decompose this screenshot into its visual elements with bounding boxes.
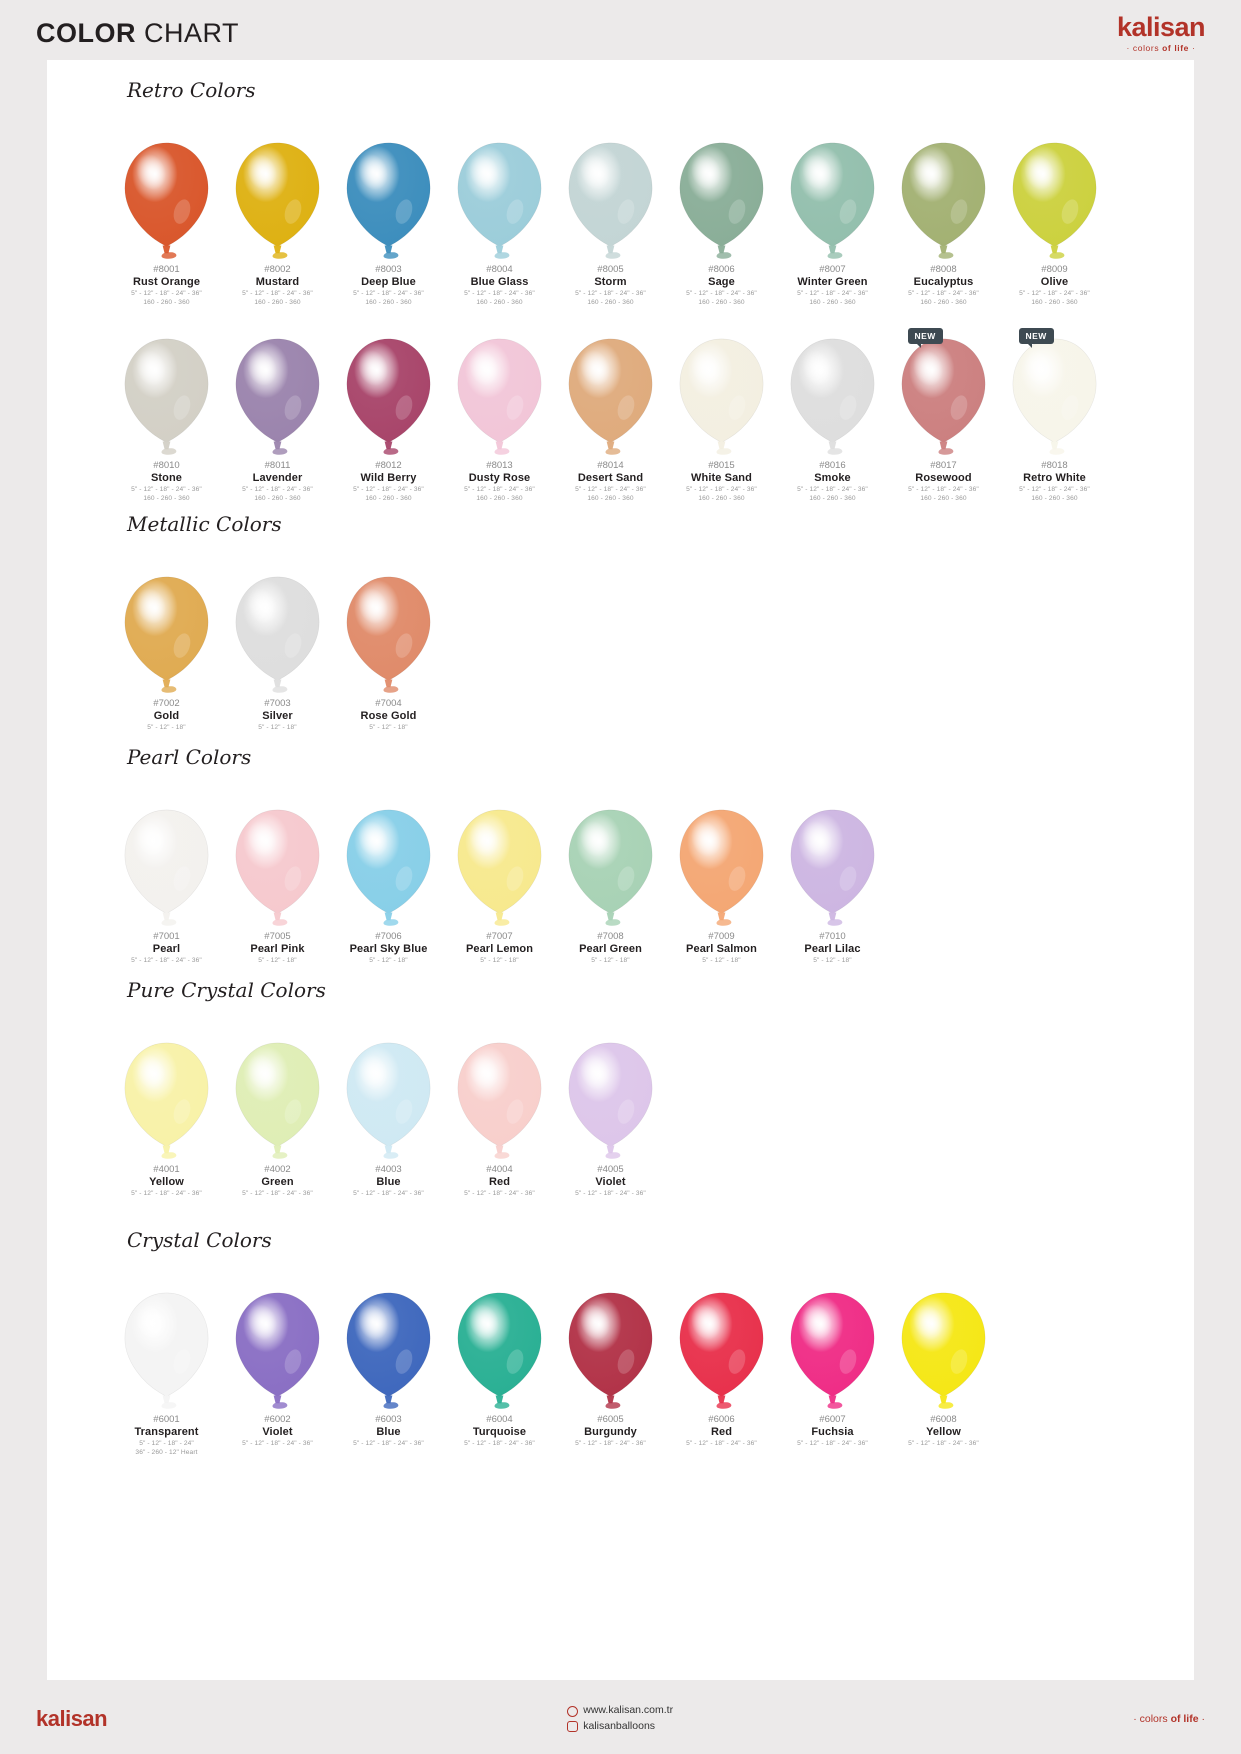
balloon-sizes: 5" - 12" - 18" - 24" - 36" 160 - 260 - 360 <box>575 485 646 502</box>
balloon-code: #7008 <box>597 931 624 942</box>
balloon-code: #7007 <box>486 931 513 942</box>
balloon-code: #7006 <box>375 931 402 942</box>
balloon-graphic <box>340 1040 437 1161</box>
balloon-sizes: 5" - 12" - 18" - 24" - 36" <box>686 1440 757 1447</box>
balloon-item[interactable] <box>111 1036 222 1199</box>
balloon-graphic <box>1006 140 1103 261</box>
balloon-item[interactable] <box>555 332 666 504</box>
balloon-sizes: 5" - 12" - 18" - 24" - 36" 160 - 260 - 360 <box>686 485 757 502</box>
balloon-item[interactable] <box>777 803 888 966</box>
footer-tagline-bold: of life <box>1170 1713 1199 1725</box>
balloon-image <box>111 1286 222 1411</box>
balloon-item[interactable] <box>222 803 333 966</box>
page-header <box>0 0 1241 66</box>
globe-icon <box>567 1706 578 1717</box>
balloon-name: Fuchsia <box>811 1426 854 1438</box>
balloon-graphic <box>673 140 770 261</box>
section-pure-crystal-colors <box>47 978 1194 1199</box>
balloon-code: #8003 <box>375 264 402 275</box>
footer-website-row[interactable] <box>567 1703 673 1719</box>
footer-contact <box>567 1703 673 1735</box>
balloon-item[interactable] <box>444 1286 555 1458</box>
balloon-code: #8001 <box>153 264 180 275</box>
balloon-item[interactable] <box>777 136 888 308</box>
balloon-code: #4001 <box>153 1164 180 1175</box>
balloon-code: #8006 <box>708 264 735 275</box>
balloon-graphic <box>451 1040 548 1161</box>
balloon-sizes: 5" - 12" - 18" - 24" - 36" 160 - 260 - 360 <box>1019 290 1090 306</box>
balloon-sizes: 5" - 12" - 18" - 24" - 36" <box>131 1190 202 1197</box>
balloon-graphic <box>118 1290 215 1411</box>
new-badge: NEW <box>908 328 943 344</box>
section-title: Retro Colors <box>127 78 256 102</box>
balloon-sizes: 5" - 12" - 18" - 24" - 36" <box>464 1190 535 1197</box>
balloon-graphic <box>784 140 881 261</box>
balloon-image <box>999 136 1110 261</box>
balloon-item[interactable] <box>111 332 222 504</box>
balloon-name: Storm <box>594 276 627 288</box>
page-title <box>36 18 239 49</box>
balloon-image <box>222 1286 333 1411</box>
balloon-code: #8012 <box>375 459 402 471</box>
section-metallic-colors <box>47 512 1194 733</box>
balloon-row <box>47 570 1194 733</box>
balloon-name: Yellow <box>149 1176 184 1188</box>
balloon-name: Dusty Rose <box>468 471 531 484</box>
page-footer <box>0 1684 1241 1754</box>
balloon-row <box>47 332 1194 504</box>
balloon-row <box>47 803 1194 966</box>
balloon-name: Rosewood <box>915 471 972 484</box>
section-retro-colors <box>47 78 1194 504</box>
balloon-item[interactable] <box>444 332 555 504</box>
balloon-image <box>444 1286 555 1411</box>
balloon-item[interactable] <box>555 803 666 966</box>
balloon-graphic <box>562 1290 659 1411</box>
balloon-code: #6004 <box>486 1414 513 1425</box>
balloon-image <box>222 1036 333 1161</box>
balloon-name: Pearl Lilac <box>804 943 861 955</box>
balloon-item[interactable] <box>222 1036 333 1199</box>
balloon-item[interactable] <box>555 1286 666 1458</box>
balloon-sizes: 5" - 12" - 18" <box>702 957 741 964</box>
footer-instagram: kalisanballoons <box>583 1720 656 1732</box>
balloon-sizes: 5" - 12" - 18" - 24" - 36" <box>575 1440 646 1447</box>
balloon-graphic <box>340 336 437 457</box>
balloon-name: Green <box>261 1176 294 1188</box>
balloon-image <box>111 1036 222 1161</box>
balloon-name: Blue <box>376 1426 401 1438</box>
instagram-icon <box>567 1721 578 1732</box>
balloon-image <box>555 1286 666 1411</box>
balloon-sizes: 5" - 12" - 18" - 24" - 36" <box>908 1440 979 1447</box>
footer-tagline <box>1133 1713 1205 1725</box>
balloon-code: #6007 <box>819 1414 846 1425</box>
balloon-graphic <box>673 336 770 457</box>
balloon-code: #7002 <box>153 698 180 709</box>
balloon-code: #6003 <box>375 1414 402 1425</box>
balloon-graphic <box>562 807 659 928</box>
balloon-image <box>222 570 333 695</box>
balloon-code: #8014 <box>597 459 624 471</box>
footer-instagram-row[interactable] <box>567 1719 673 1735</box>
section-pearl-colors <box>47 745 1194 966</box>
balloon-row <box>47 1036 1194 1199</box>
balloon-image <box>444 332 555 457</box>
balloon-code: #8013 <box>486 459 513 471</box>
balloon-image <box>666 1286 777 1411</box>
balloon-item[interactable] <box>111 803 222 966</box>
balloon-item[interactable] <box>555 1036 666 1199</box>
balloon-sizes: 5" - 12" - 18" - 24" - 36" 160 - 260 - 360 <box>353 290 424 306</box>
balloon-item[interactable] <box>777 332 888 504</box>
balloon-name: Red <box>710 1426 733 1438</box>
balloon-item[interactable] <box>333 1286 444 1458</box>
balloon-graphic <box>895 336 992 457</box>
balloon-graphic <box>451 1290 548 1411</box>
balloon-item[interactable] <box>333 1036 444 1199</box>
balloon-item[interactable] <box>777 1286 888 1458</box>
balloon-sizes: 5" - 12" - 18" <box>369 957 408 964</box>
balloon-graphic <box>229 807 326 928</box>
balloon-image <box>222 136 333 261</box>
footer-website: www.kalisan.com.tr <box>583 1704 674 1717</box>
balloon-image <box>888 136 999 261</box>
section-title: Pure Crystal Colors <box>127 978 326 1002</box>
balloon-sizes: 5" - 12" - 18" - 24" - 36" <box>353 1190 424 1197</box>
balloon-sizes: 5" - 12" - 18" - 24" - 36" 160 - 260 - 360 <box>797 485 868 502</box>
brand-name: kalisan <box>1116 11 1205 42</box>
balloon-name: Rose Gold <box>360 710 417 722</box>
balloon-image <box>111 332 222 457</box>
balloon-sizes: 5" - 12" - 18" <box>258 957 297 964</box>
balloon-code: #7004 <box>375 698 402 709</box>
balloon-sizes: 5" - 12" - 18" - 24" - 36" 160 - 260 - 360 <box>242 485 313 502</box>
balloon-graphic <box>229 574 326 695</box>
brand-tagline <box>1117 43 1205 53</box>
section-title: Pearl Colors <box>127 745 252 769</box>
balloon-name: Gold <box>153 710 180 722</box>
balloon-code: #8008 <box>930 264 957 275</box>
balloon-name: Turquoise <box>472 1426 527 1438</box>
balloon-code: #7003 <box>264 698 291 709</box>
balloon-name: Pearl Sky Blue <box>349 943 428 955</box>
balloon-name: Pearl Lemon <box>465 943 534 955</box>
balloon-item[interactable] <box>111 136 222 308</box>
balloon-sizes: 5" - 12" - 18" - 24" - 36" 160 - 260 - 360 <box>686 290 757 306</box>
balloon-image <box>111 136 222 261</box>
balloon-sizes: 5" - 12" - 18" - 24" - 36" <box>575 1190 646 1197</box>
balloon-item[interactable] <box>666 136 777 308</box>
balloon-image <box>333 1036 444 1161</box>
balloon-sizes: 5" - 12" - 18" <box>147 724 186 731</box>
balloon-sizes: 5" - 12" - 18" <box>813 957 852 964</box>
balloon-graphic <box>118 336 215 457</box>
balloon-image <box>555 803 666 928</box>
balloon-name: Violet <box>262 1426 293 1438</box>
balloon-item[interactable] <box>888 1286 999 1458</box>
balloon-name: Deep Blue <box>361 276 416 288</box>
balloon-image <box>444 803 555 928</box>
balloon-code: #4003 <box>375 1164 402 1175</box>
balloon-name: Blue Glass <box>470 276 529 288</box>
balloon-graphic <box>229 336 326 457</box>
balloon-code: #4005 <box>597 1164 624 1175</box>
balloon-code: #4004 <box>486 1164 513 1175</box>
balloon-graphic <box>562 336 659 457</box>
balloon-graphic <box>229 1040 326 1161</box>
balloon-code: #8005 <box>597 264 624 275</box>
balloon-name: Pearl Green <box>579 943 642 955</box>
balloon-name: Mustard <box>255 276 300 288</box>
balloon-image <box>111 570 222 695</box>
balloon-item[interactable] <box>333 136 444 308</box>
balloon-row <box>47 136 1194 308</box>
balloon-name: Stone <box>150 471 183 484</box>
balloon-name: Olive <box>1040 276 1069 288</box>
balloon-name: Pearl Salmon <box>686 943 757 955</box>
balloon-image <box>333 570 444 695</box>
balloon-graphic <box>895 140 992 261</box>
balloon-item[interactable] <box>222 570 333 733</box>
section-crystal-colors <box>47 1228 1194 1458</box>
balloon-code: #7005 <box>264 931 291 942</box>
balloon-name: Violet <box>595 1176 626 1188</box>
balloon-image <box>333 1286 444 1411</box>
balloon-sizes: 5" - 12" - 18" - 24" - 36" 160 - 260 - 360 <box>242 290 313 306</box>
brand-tagline-bold: of life <box>1162 42 1190 53</box>
balloon-image <box>777 332 888 457</box>
balloon-name: Yellow <box>926 1426 961 1438</box>
balloon-image <box>333 332 444 457</box>
new-badge: NEW <box>1019 328 1054 344</box>
balloon-graphic <box>1006 336 1103 457</box>
balloon-code: #7010 <box>819 931 846 942</box>
balloon-sizes: 5" - 12" - 18" - 24" - 36" 160 - 260 - 360 <box>353 485 424 502</box>
balloon-sizes: 5" - 12" - 18" - 24" - 36" 160 - 260 - 360 <box>908 290 979 306</box>
balloon-code: #6006 <box>708 1414 735 1425</box>
balloon-graphic <box>673 807 770 928</box>
balloon-item[interactable] <box>333 332 444 504</box>
balloon-name: Pearl Pink <box>250 943 305 955</box>
balloon-code: #6008 <box>930 1414 957 1425</box>
balloon-item[interactable] <box>999 332 1110 504</box>
footer-brand: kalisan <box>36 1706 108 1731</box>
balloon-item[interactable] <box>666 332 777 504</box>
balloon-name: Eucalyptus <box>913 276 974 288</box>
balloon-image <box>444 136 555 261</box>
balloon-code: #6005 <box>597 1414 624 1425</box>
balloon-item[interactable] <box>888 332 999 504</box>
balloon-name: Silver <box>262 710 293 722</box>
balloon-item[interactable] <box>666 803 777 966</box>
balloon-sizes: 5" - 12" - 18" <box>258 724 297 731</box>
balloon-sizes: 5" - 12" - 18" - 24" - 36" 160 - 260 - 360 <box>464 290 535 306</box>
balloon-item[interactable] <box>111 1286 222 1458</box>
balloon-item[interactable] <box>888 136 999 308</box>
balloon-image <box>222 332 333 457</box>
footer-tagline-post: · <box>1198 1713 1205 1725</box>
balloon-item[interactable] <box>555 136 666 308</box>
balloon-code: #6001 <box>153 1414 180 1425</box>
balloon-image <box>555 332 666 457</box>
brand-logo <box>1116 11 1205 53</box>
balloon-graphic <box>784 336 881 457</box>
brand-tagline-post: · <box>1189 42 1196 53</box>
balloon-graphic <box>340 1290 437 1411</box>
balloon-name: Retro White <box>1023 471 1086 484</box>
balloon-graphic <box>340 807 437 928</box>
balloon-sizes: 5" - 12" - 18" - 24" - 36" <box>242 1440 313 1447</box>
balloon-code: #7009 <box>708 931 735 942</box>
balloon-sizes: 5" - 12" - 18" - 24" - 36" 160 - 260 - 360 <box>908 485 979 502</box>
page-title-light: CHART <box>136 17 240 48</box>
balloon-image <box>999 332 1110 457</box>
balloon-name: Pearl <box>152 943 181 955</box>
balloon-item[interactable] <box>666 1286 777 1458</box>
balloon-graphic <box>229 1290 326 1411</box>
balloon-sizes: 5" - 12" - 18" - 24" - 36" 160 - 260 - 360 <box>131 485 202 502</box>
balloon-graphic <box>562 1040 659 1161</box>
balloon-graphic <box>340 140 437 261</box>
balloon-item[interactable] <box>444 136 555 308</box>
balloon-code: #8018 <box>1041 459 1068 471</box>
balloon-graphic <box>340 574 437 695</box>
balloon-code: #8009 <box>1041 264 1068 275</box>
balloon-sizes: 5" - 12" - 18" - 24" - 36" 160 - 260 - 360 <box>1019 485 1090 502</box>
balloon-image <box>111 803 222 928</box>
balloon-image <box>555 1036 666 1161</box>
balloon-sizes: 5" - 12" - 18" <box>369 724 408 731</box>
balloon-code: #8015 <box>708 459 735 471</box>
balloon-graphic <box>895 1290 992 1411</box>
balloon-name: Burgundy <box>584 1426 637 1438</box>
balloon-code: #8007 <box>819 264 846 275</box>
balloon-code: #4002 <box>264 1164 291 1175</box>
balloon-name: Winter Green <box>797 276 868 288</box>
balloon-image <box>444 1036 555 1161</box>
balloon-image <box>777 1286 888 1411</box>
balloon-code: #8016 <box>819 459 846 471</box>
balloon-graphic <box>451 140 548 261</box>
balloon-name: Desert Sand <box>577 471 644 484</box>
balloon-name: Smoke <box>814 471 851 484</box>
balloon-graphic <box>118 140 215 261</box>
balloon-name: Lavender <box>252 471 303 484</box>
balloon-code: #8010 <box>153 459 180 471</box>
balloon-sizes: 5" - 12" - 18" - 24" - 36" <box>242 1190 313 1197</box>
balloon-code: #8017 <box>930 459 957 471</box>
balloon-sizes: 5" - 12" - 18" - 24" - 36" 160 - 260 - 360 <box>575 290 646 306</box>
balloon-image <box>777 803 888 928</box>
balloon-sizes: 5" - 12" - 18" - 24" 36" - 260 - 12" Heart <box>135 1440 198 1456</box>
page-title-bold: COLOR <box>36 17 136 48</box>
balloon-image <box>888 1286 999 1411</box>
balloon-sizes: 5" - 12" - 18" - 24" - 36" 160 - 260 - 360 <box>131 290 202 306</box>
balloon-image <box>777 136 888 261</box>
balloon-image <box>666 803 777 928</box>
balloon-code: #7001 <box>153 931 180 942</box>
balloon-graphic <box>118 574 215 695</box>
balloon-code: #6002 <box>264 1414 291 1425</box>
balloon-name: Transparent <box>134 1426 199 1438</box>
balloon-graphic <box>451 807 548 928</box>
balloon-name: Sage <box>708 276 735 288</box>
footer-tagline-pre: · colors <box>1133 1713 1171 1725</box>
balloon-name: Rust Orange <box>132 276 201 288</box>
balloon-item[interactable] <box>999 136 1110 308</box>
balloon-sizes: 5" - 12" - 18" - 24" - 36" <box>353 1440 424 1447</box>
balloon-image <box>222 803 333 928</box>
balloon-sizes: 5" - 12" - 18" - 24" - 36" 160 - 260 - 360 <box>797 290 868 306</box>
balloon-sizes: 5" - 12" - 18" <box>591 957 630 964</box>
balloon-sizes: 5" - 12" - 18" - 24" - 36" <box>464 1440 535 1447</box>
balloon-image <box>333 136 444 261</box>
balloon-item[interactable] <box>111 570 222 733</box>
balloon-item[interactable] <box>222 136 333 308</box>
balloon-row <box>47 1286 1194 1458</box>
balloon-sizes: 5" - 12" - 18" - 24" - 36" 160 - 260 - 360 <box>464 485 535 502</box>
balloon-image <box>666 136 777 261</box>
balloon-name: White Sand <box>691 471 752 484</box>
balloon-graphic <box>118 807 215 928</box>
balloon-item[interactable] <box>444 1036 555 1199</box>
balloon-graphic <box>451 336 548 457</box>
balloon-code: #8011 <box>264 459 291 471</box>
balloon-graphic <box>562 140 659 261</box>
chart-sheet <box>47 60 1194 1680</box>
balloon-graphic <box>673 1290 770 1411</box>
balloon-graphic <box>784 1290 881 1411</box>
balloon-sizes: 5" - 12" - 18" - 24" - 36" <box>797 1440 868 1447</box>
balloon-item[interactable] <box>222 332 333 504</box>
balloon-item[interactable] <box>333 570 444 733</box>
balloon-name: Blue <box>376 1176 401 1188</box>
balloon-graphic <box>784 807 881 928</box>
balloon-code: #8004 <box>486 264 513 275</box>
balloon-item[interactable] <box>444 803 555 966</box>
balloon-item[interactable] <box>222 1286 333 1458</box>
balloon-name: Wild Berry <box>360 471 417 484</box>
brand-tagline-pre: · colors <box>1126 42 1163 53</box>
balloon-sizes: 5" - 12" - 18" <box>480 957 519 964</box>
balloon-image <box>555 136 666 261</box>
section-title: Metallic Colors <box>127 512 282 536</box>
balloon-image <box>666 332 777 457</box>
section-title: Crystal Colors <box>127 1228 272 1252</box>
balloon-item[interactable] <box>333 803 444 966</box>
balloon-graphic <box>229 140 326 261</box>
balloon-sizes: 5" - 12" - 18" - 24" - 36" <box>131 957 202 964</box>
balloon-graphic <box>118 1040 215 1161</box>
balloon-name: Red <box>488 1176 511 1188</box>
balloon-code: #8002 <box>264 264 291 275</box>
balloon-image <box>888 332 999 457</box>
balloon-image <box>333 803 444 928</box>
